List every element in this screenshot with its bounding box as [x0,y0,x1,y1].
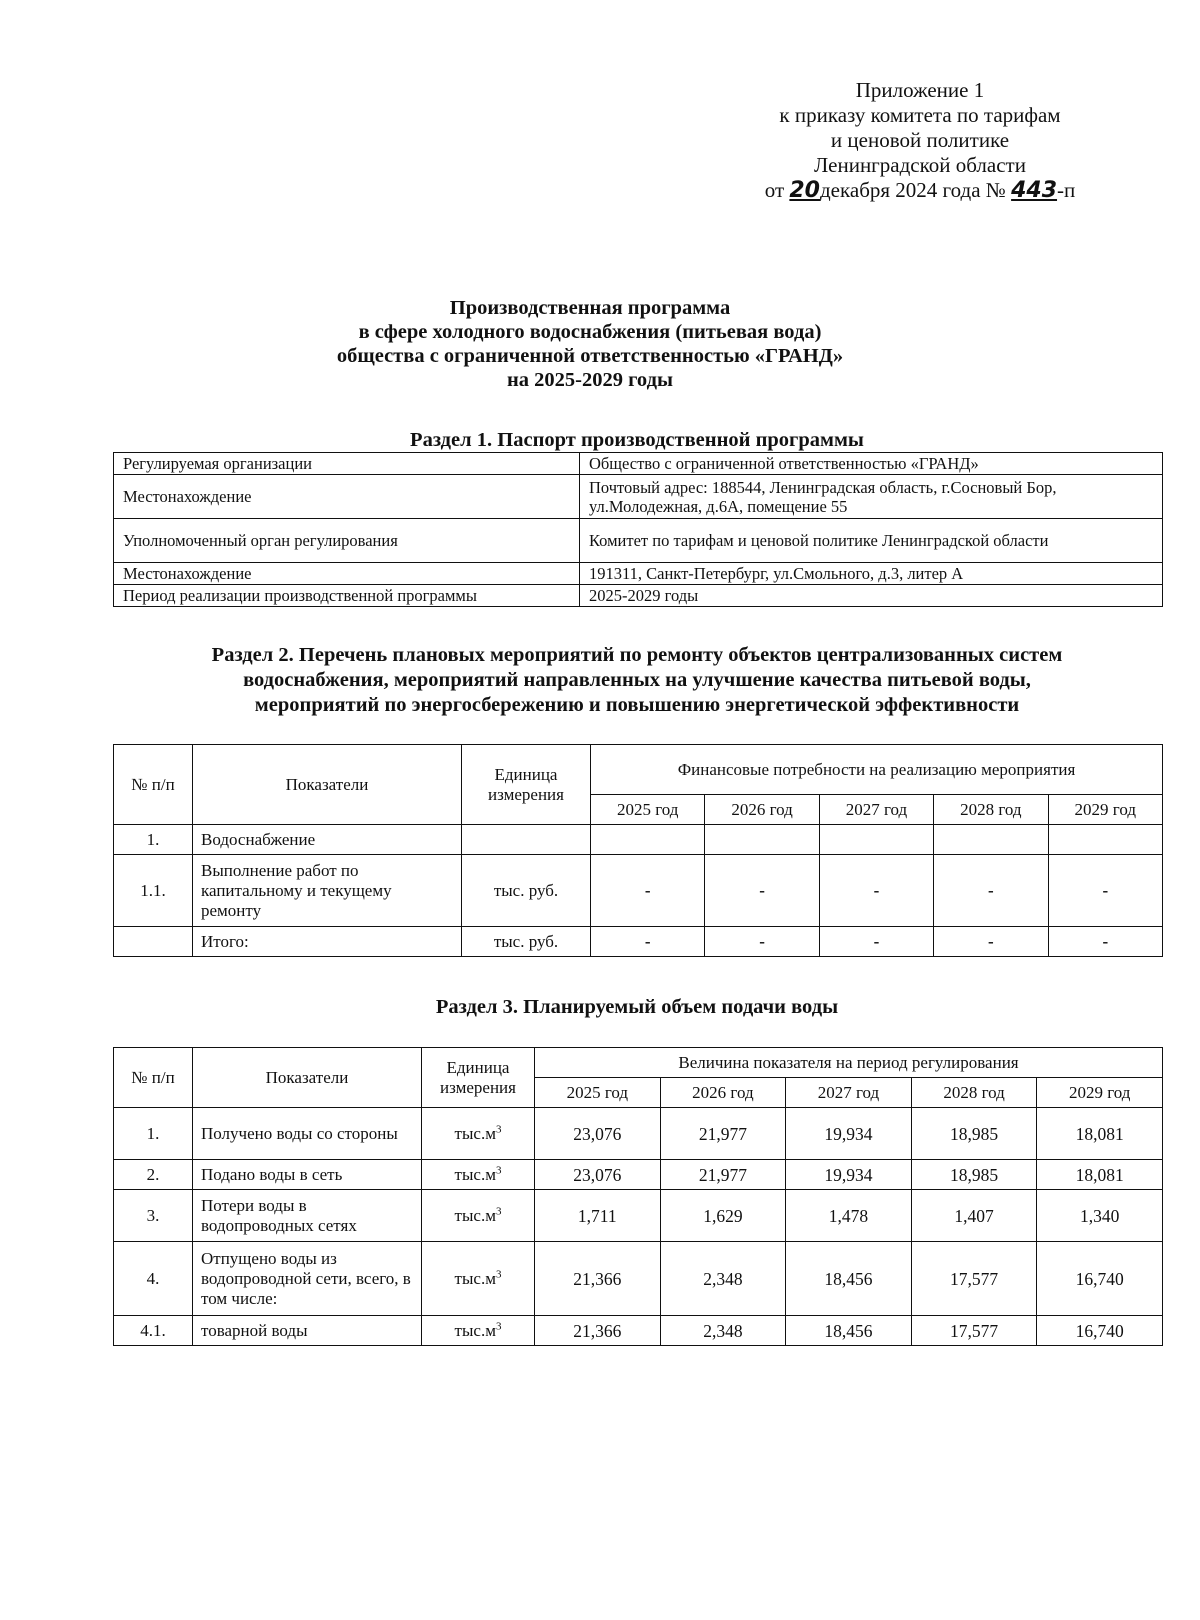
row-name: Водоснабжение [193,825,462,855]
row-name: Отпущено воды из водопроводной сети, всего, в том числе: [193,1242,422,1316]
row-value: 18,081 [1037,1108,1163,1160]
header-row [114,1048,1163,1078]
col-unit-header: Единица измерения [462,745,591,825]
passport-value: 2025-2029 годы [580,585,1163,607]
row-name: Получено воды со стороны [193,1108,422,1160]
title-line-4: на 2025-2029 годы [507,369,673,391]
unit-base: тыс.м [454,1164,496,1184]
row-value: - [1048,855,1162,927]
table-row [114,453,1163,475]
appendix-header [740,78,1100,203]
section-3-heading: Раздел 3. Планируемый объем подачи воды [435,996,839,1018]
unit-superscript: 3 [495,1122,502,1135]
table-row [114,519,1163,563]
row-value: 23,076 [535,1160,661,1190]
row-unit [422,1316,535,1346]
passport-label: Уполномоченный орган регулирования [114,519,580,563]
row-value: 17,577 [911,1316,1037,1346]
year-header: 2026 год [705,795,819,825]
header-row [114,745,1163,795]
row-value: 1,629 [660,1190,786,1242]
row-name: Подано воды в сеть [193,1160,422,1190]
title-line-1: Производственная программа [449,297,731,319]
row-value: 19,934 [786,1160,912,1190]
col-indicator-header: Показатели [193,745,462,825]
unit-base: тыс.м [454,1320,496,1340]
row-value [705,825,819,855]
row-value: - [591,855,705,927]
passport-value: 191311, Санкт-Петербург, ул.Смольного, д.3, литер А [580,563,1163,585]
table-row [114,1108,1163,1160]
row-num [114,927,193,957]
passport-value: Общество с ограниченной ответственностью «ГРАНД» [580,453,1163,475]
row-value: 1,407 [911,1190,1037,1242]
table-row [114,855,1163,927]
row-unit: тыс. руб. [462,927,591,957]
table-row [114,585,1163,607]
title-line-2: в сфере холодного водоснабжения (питьевая вода) [358,321,822,343]
row-value: 19,934 [786,1108,912,1160]
passport-table [113,452,1163,607]
row-num: 3. [114,1190,193,1242]
col-unit-header: Единица измерения [422,1048,535,1108]
row-value: 23,076 [535,1108,661,1160]
row-value [1048,825,1162,855]
unit-base: тыс.м [454,1205,496,1225]
row-num: 2. [114,1160,193,1190]
row-value: - [819,855,933,927]
year-header: 2027 год [786,1078,912,1108]
passport-label: Местонахождение [114,563,580,585]
date-prefix: от [764,178,790,202]
row-value: 2,348 [660,1316,786,1346]
row-value [591,825,705,855]
row-value: 18,456 [786,1316,912,1346]
row-value: - [1048,927,1162,957]
table-row [114,927,1163,957]
appendix-line-2: к приказу комитета по тарифам [779,103,1061,127]
section-2-heading [112,643,1162,718]
table-row [114,563,1163,585]
row-value: - [591,927,705,957]
row-value: 21,977 [660,1160,786,1190]
passport-value: Комитет по тарифам и ценовой политике Ленинградской области [580,519,1163,563]
passport-value: Почтовый адрес: 188544, Ленинградская область, г.Сосновый Бор, ул.Молодежная, д.6А, помещение 55 [580,475,1163,519]
row-value: - [705,855,819,927]
row-value: 2,348 [660,1242,786,1316]
year-header: 2029 год [1048,795,1162,825]
row-value: 18,985 [911,1108,1037,1160]
unit-superscript: 3 [495,1163,502,1176]
row-num: 1. [114,1108,193,1160]
row-value [819,825,933,855]
row-value: 17,577 [911,1242,1037,1316]
row-value: - [934,927,1048,957]
row-num: 4. [114,1242,193,1316]
row-value: 18,985 [911,1160,1037,1190]
row-value: 21,977 [660,1108,786,1160]
col-num-header: № п/п [114,1048,193,1108]
col-indicator-header: Показатели [193,1048,422,1108]
year-header: 2029 год [1037,1078,1163,1108]
row-value: - [705,927,819,957]
section-2-heading-line-1: Раздел 2. Перечень плановых мероприятий по ремонту объектов централизованных систем [211,644,1063,666]
table-row [114,1160,1163,1190]
year-header: 2026 год [660,1078,786,1108]
row-value: 1,478 [786,1190,912,1242]
row-value: 21,366 [535,1242,661,1316]
appendix-line-4: Ленинградской области [814,153,1026,177]
year-header: 2025 год [535,1078,661,1108]
table-row [114,1316,1163,1346]
unit-superscript: 3 [495,1267,502,1280]
appendix-line-1: Приложение 1 [855,78,985,102]
row-value: - [819,927,933,957]
row-unit [422,1160,535,1190]
row-value: 1,711 [535,1190,661,1242]
title-line-3: общества с ограниченной ответственностью «ГРАНД» [336,345,844,367]
handwritten-order-number: 443 [1011,178,1058,203]
year-header: 2025 год [591,795,705,825]
row-unit [462,825,591,855]
water-volume-table [113,1047,1163,1346]
year-header: 2028 год [934,795,1048,825]
row-value: - [934,855,1048,927]
document-title [150,296,1030,392]
table-row [114,475,1163,519]
table-row [114,1190,1163,1242]
row-value: 18,081 [1037,1160,1163,1190]
date-middle: декабря 2024 года № [820,178,1012,202]
order-suffix: -п [1057,178,1076,202]
col-group-header: Финансовые потребности на реализацию мероприятия [591,745,1163,795]
unit-base: тыс.м [454,1123,496,1143]
row-value: 1,340 [1037,1190,1163,1242]
col-num-header: № п/п [114,745,193,825]
section-1-heading: Раздел 1. Паспорт производственной программы [410,429,864,451]
unit-superscript: 3 [495,1204,502,1217]
row-name: Выполнение работ по капитальному и текущему ремонту [193,855,462,927]
row-unit [422,1108,535,1160]
unit-base: тыс.м [454,1268,496,1288]
handwritten-day: 20 [789,178,820,203]
passport-label: Регулируемая организации [114,453,580,475]
unit-superscript: 3 [495,1319,502,1332]
row-num: 4.1. [114,1316,193,1346]
section-2-heading-line-2: водоснабжения, мероприятий направленных на улучшение качества питьевой воды, [243,669,1031,691]
col-group-header: Величина показателя на период регулирования [535,1048,1163,1078]
row-name: Итого: [193,927,462,957]
passport-label: Местонахождение [114,475,580,519]
section-2-heading-line-3: мероприятий по энергосбережению и повышению энергетической эффективности [254,694,1020,716]
appendix-line-3: и ценовой политике [830,128,1010,152]
year-header: 2028 год [911,1078,1037,1108]
table-row [114,825,1163,855]
row-unit [422,1190,535,1242]
row-value: 16,740 [1037,1316,1163,1346]
row-value [934,825,1048,855]
row-value: 18,456 [786,1242,912,1316]
measures-table [113,744,1163,957]
row-name: Потери воды в водопроводных сетях [193,1190,422,1242]
row-num: 1. [114,825,193,855]
row-value: 16,740 [1037,1242,1163,1316]
row-value: 21,366 [535,1316,661,1346]
row-name: товарной воды [193,1316,422,1346]
appendix-date-line [740,178,1100,203]
row-unit: тыс. руб. [462,855,591,927]
table-row [114,1242,1163,1316]
row-unit [422,1242,535,1316]
row-num: 1.1. [114,855,193,927]
year-header: 2027 год [819,795,933,825]
passport-label: Период реализации производственной программы [114,585,580,607]
